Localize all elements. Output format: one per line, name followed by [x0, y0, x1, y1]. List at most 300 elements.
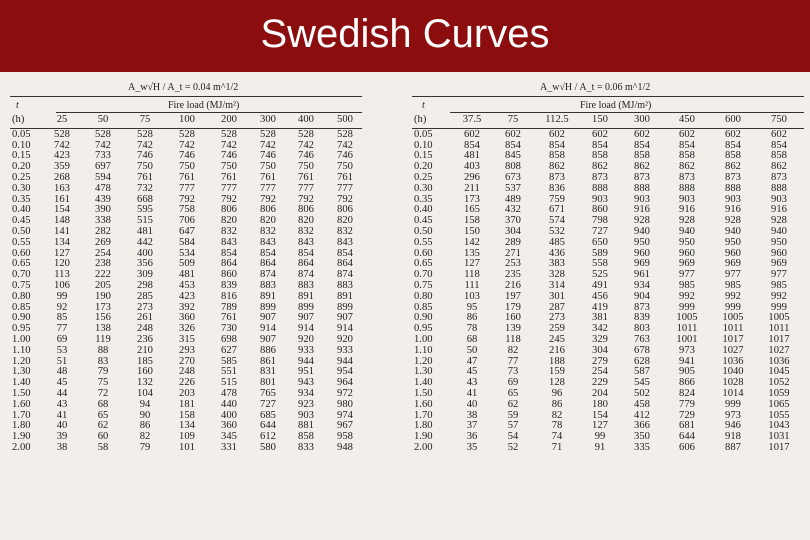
right-table-cell: 304 [592, 344, 608, 356]
right-table-cell: 273 [549, 312, 565, 324]
right-t-cell: 1.60 [414, 398, 433, 410]
right-top-rule [412, 96, 804, 97]
left-table-cell: 236 [137, 333, 153, 345]
right-table-cell: 73 [507, 366, 519, 378]
left-table-cell: 392 [179, 301, 195, 313]
right-t-cell: 0.65 [414, 258, 433, 270]
left-t-cell: 0.75 [12, 279, 31, 291]
right-table-cell: 456 [592, 290, 608, 302]
left-table-cell: 190 [95, 290, 111, 302]
right-table-cell: 759 [549, 193, 565, 205]
right-table-cell: 992 [771, 290, 787, 302]
right-table-cell: 491 [592, 279, 608, 291]
left-table-cell: 746 [179, 150, 195, 162]
left-table-cell: 761 [221, 171, 237, 183]
right-table-cell: 43 [466, 377, 478, 389]
left-t-cell: 1.70 [12, 409, 31, 421]
right-t-cell: 1.10 [414, 344, 433, 356]
left-table-cell: 742 [298, 139, 314, 151]
left-table-cell: 883 [260, 279, 276, 291]
right-table-cell: 296 [464, 171, 480, 183]
left-table-cell: 400 [221, 409, 237, 421]
left-t-cell: 0.85 [12, 301, 31, 313]
left-t-cell: 1.50 [12, 387, 31, 399]
right-table-cell: 928 [679, 215, 695, 227]
right-table-cell: 977 [771, 269, 787, 281]
left-table-cell: 528 [298, 128, 314, 140]
left-table-cell: 356 [137, 258, 153, 270]
right-table-cell: 678 [634, 344, 650, 356]
right-table-cell: 589 [592, 247, 608, 259]
right-table-cell: 95 [466, 301, 478, 313]
right-table-cell: 985 [771, 279, 787, 291]
left-table-cell: 903 [298, 409, 314, 421]
left-table-cell: 528 [260, 128, 276, 140]
left-table-cell: 914 [337, 323, 353, 335]
left-table-cell: 268 [54, 171, 70, 183]
left-table-cell: 551 [221, 366, 237, 378]
left-table-cell: 792 [221, 193, 237, 205]
right-table-cell: 673 [505, 171, 521, 183]
left-table-cell: 62 [97, 420, 109, 432]
right-table-cell: 969 [679, 258, 695, 270]
left-table-cell: 964 [337, 377, 353, 389]
right-table-cell: 916 [725, 204, 741, 216]
right-table-cell: 235 [505, 269, 521, 281]
left-col-header: 75 [139, 114, 151, 125]
right-table-cell: 45 [466, 366, 478, 378]
right-table-cell: 41 [466, 387, 478, 399]
left-table-cell: 820 [298, 215, 314, 227]
right-table-cell: 47 [466, 355, 478, 367]
right-table-cell: 946 [725, 420, 741, 432]
right-table-cell: 928 [725, 215, 741, 227]
right-table-cell: 545 [634, 377, 650, 389]
left-table-cell: 528 [337, 128, 353, 140]
left-table-cell: 777 [179, 182, 195, 194]
left-table-cell: 400 [137, 247, 153, 259]
right-table-cell: 904 [634, 290, 650, 302]
left-table-cell: 761 [260, 171, 276, 183]
right-col-header: 37.5 [462, 114, 482, 125]
left-table-cell: 478 [95, 182, 111, 194]
right-table-cell: 985 [725, 279, 741, 291]
left-table-cell: 706 [179, 215, 195, 227]
left-table-cell: 914 [260, 323, 276, 335]
right-table-cell: 928 [634, 215, 650, 227]
left-t-cell: 1.60 [12, 398, 31, 410]
right-table-cell: 950 [725, 236, 741, 248]
right-table-cell: 992 [679, 290, 695, 302]
left-table-cell: 948 [337, 441, 353, 453]
left-table-cell: 440 [221, 398, 237, 410]
title-banner [0, 0, 810, 72]
right-table-cell: 57 [507, 420, 519, 432]
left-table-cell: 864 [337, 258, 353, 270]
left-t-cell: 1.30 [12, 366, 31, 378]
right-table-cell: 808 [505, 161, 521, 173]
left-table-cell: 806 [260, 204, 276, 216]
left-table-cell: 854 [260, 247, 276, 259]
right-table-cell: 992 [725, 290, 741, 302]
right-table-cell: 854 [725, 139, 741, 151]
left-table-cell: 77 [56, 323, 68, 335]
right-table-cell: 1040 [722, 366, 744, 378]
left-table-cell: 944 [298, 355, 314, 367]
left-table-cell: 816 [221, 290, 237, 302]
right-table-cell: 1036 [768, 355, 790, 367]
right-table-cell: 1028 [722, 377, 744, 389]
right-t-cell: 0.95 [414, 323, 433, 335]
left-table-cell: 777 [221, 182, 237, 194]
left-table-cell: 881 [298, 420, 314, 432]
right-table-cell: 1001 [676, 333, 698, 345]
right-table-cell: 985 [679, 279, 695, 291]
right-table-cell: 854 [679, 139, 695, 151]
left-table-cell: 248 [179, 366, 195, 378]
right-table-cell: 259 [549, 323, 565, 335]
right-table-cell: 602 [634, 128, 650, 140]
left-table-cell: 104 [137, 387, 153, 399]
right-table-cell: 139 [505, 323, 521, 335]
right-table-cell: 862 [725, 161, 741, 173]
right-table-cell: 78 [466, 323, 478, 335]
left-table-cell: 832 [298, 225, 314, 237]
left-table-cell: 106 [54, 279, 70, 291]
right-table-cell: 432 [505, 204, 521, 216]
left-table-cell: 761 [179, 171, 195, 183]
right-t-cell: 1.40 [414, 377, 433, 389]
right-table-cell: 1043 [768, 420, 790, 432]
right-table-cell: 287 [549, 301, 565, 313]
right-t-cell: 0.05 [414, 128, 433, 140]
left-table-cell: 854 [298, 247, 314, 259]
right-table-cell: 1017 [768, 333, 790, 345]
right-table-cell: 977 [725, 269, 741, 281]
right-table-cell: 950 [634, 236, 650, 248]
left-table-cell: 746 [260, 150, 276, 162]
left-table-cell: 238 [95, 258, 111, 270]
left-col-header: 400 [298, 114, 314, 125]
left-table-cell: 899 [337, 301, 353, 313]
left-table-cell: 282 [95, 225, 111, 237]
right-table-cell: 940 [725, 225, 741, 237]
left-table-cell: 45 [56, 377, 68, 389]
right-table-cell: 888 [725, 182, 741, 194]
left-table-cell: 40 [56, 420, 68, 432]
left-t-cell: 1.00 [12, 333, 31, 345]
left-formula: A_w√H / A_t = 0.04 m^1/2 [128, 82, 239, 93]
left-table-cell: 154 [54, 204, 70, 216]
left-table-cell: 647 [179, 225, 195, 237]
left-table-cell: 854 [221, 247, 237, 259]
left-table-cell: 874 [337, 269, 353, 281]
right-table-cell: 903 [679, 193, 695, 205]
right-table-cell: 916 [679, 204, 695, 216]
right-table-cell: 197 [505, 290, 521, 302]
left-col-header: 300 [260, 114, 276, 125]
left-table-cell: 132 [137, 377, 153, 389]
left-t-cell: 0.70 [12, 269, 31, 281]
right-table-cell: 36 [466, 431, 478, 443]
right-table-cell: 727 [592, 225, 608, 237]
right-table-cell: 606 [679, 441, 695, 453]
left-table-cell: 528 [179, 128, 195, 140]
right-table-cell: 854 [634, 139, 650, 151]
right-col-header: 450 [679, 114, 695, 125]
right-col-header: 300 [634, 114, 650, 125]
left-table-row [12, 443, 364, 454]
left-t-cell: 0.95 [12, 323, 31, 335]
right-table-cell: 1011 [722, 323, 744, 335]
right-t-cell: 0.85 [414, 301, 433, 313]
right-table-row [414, 400, 802, 411]
right-table-cell: 65 [507, 387, 519, 399]
left-table-cell: 727 [260, 398, 276, 410]
right-table-cell: 602 [464, 128, 480, 140]
right-table-cell: 179 [505, 301, 521, 313]
right-table-cell: 973 [679, 344, 695, 356]
right-table-cell: 82 [507, 344, 519, 356]
right-table-cell: 903 [771, 193, 787, 205]
left-table-cell: 390 [95, 204, 111, 216]
left-table-cell: 843 [221, 236, 237, 248]
right-t-cell: 0.90 [414, 312, 433, 324]
left-table-cell: 907 [298, 312, 314, 324]
left-table-cell: 44 [56, 387, 68, 399]
left-table-cell: 974 [337, 409, 353, 421]
left-table-cell: 134 [179, 420, 195, 432]
left-table-cell: 806 [337, 204, 353, 216]
left-table-cell: 958 [337, 431, 353, 443]
left-t-cell: 1.80 [12, 420, 31, 432]
right-table-cell: 165 [464, 204, 480, 216]
left-table-cell: 742 [54, 139, 70, 151]
right-table-cell: 960 [634, 247, 650, 259]
right-table-cell: 824 [679, 387, 695, 399]
right-t-cell: 1.20 [414, 355, 433, 367]
left-table-cell: 222 [95, 269, 111, 281]
left-table-cell: 907 [260, 333, 276, 345]
left-top-rule [10, 96, 362, 97]
right-table-cell: 854 [771, 139, 787, 151]
left-table-cell: 874 [260, 269, 276, 281]
left-table-cell: 85 [56, 312, 68, 324]
left-table-cell: 86 [139, 420, 151, 432]
left-table-cell: 697 [95, 161, 111, 173]
left-table-cell: 777 [298, 182, 314, 194]
right-table-cell: 71 [551, 441, 563, 453]
right-table-cell: 969 [771, 258, 787, 270]
right-table-cell: 854 [505, 139, 521, 151]
right-table-cell: 941 [679, 355, 695, 367]
left-table-cell: 254 [95, 247, 111, 259]
right-table-cell: 366 [634, 420, 650, 432]
left-table-cell: 315 [179, 333, 195, 345]
left-table-cell: 60 [97, 431, 109, 443]
right-table-cell: 873 [592, 171, 608, 183]
left-table-cell: 832 [221, 225, 237, 237]
left-table-cell: 792 [179, 193, 195, 205]
left-table-cell: 478 [221, 387, 237, 399]
left-table-cell: 90 [139, 409, 151, 421]
left-t-cell: 0.05 [12, 128, 31, 140]
right-table-cell: 128 [549, 377, 565, 389]
left-table-cell: 951 [298, 366, 314, 378]
right-table-cell: 574 [549, 215, 565, 227]
left-table-cell: 750 [137, 161, 153, 173]
right-table-cell: 969 [634, 258, 650, 270]
right-table-cell: 888 [592, 182, 608, 194]
left-table-cell: 594 [95, 171, 111, 183]
left-table-cell: 801 [260, 377, 276, 389]
left-table-cell: 580 [260, 441, 276, 453]
left-table-cell: 792 [298, 193, 314, 205]
right-table-cell: 99 [594, 431, 606, 443]
left-table-cell: 528 [95, 128, 111, 140]
left-table-cell: 891 [298, 290, 314, 302]
right-table-cell: 271 [505, 247, 521, 259]
right-table-cell: 888 [634, 182, 650, 194]
right-t-cell: 1.70 [414, 409, 433, 421]
scanned-table-image [0, 72, 810, 540]
left-table-cell: 967 [337, 420, 353, 432]
left-t-cell: 0.80 [12, 290, 31, 302]
left-table-cell: 109 [179, 431, 195, 443]
right-table-cell: 158 [464, 215, 480, 227]
right-table-cell: 940 [634, 225, 650, 237]
right-table-cell: 329 [592, 333, 608, 345]
right-table-cell: 858 [679, 150, 695, 162]
left-table-cell: 138 [95, 323, 111, 335]
right-table-cell: 960 [771, 247, 787, 259]
left-table-cell: 293 [179, 344, 195, 356]
left-table-cell: 761 [137, 171, 153, 183]
left-table-cell: 585 [221, 355, 237, 367]
right-table-cell: 403 [464, 161, 480, 173]
right-table-cell: 142 [464, 236, 480, 248]
right-table-cell: 862 [592, 161, 608, 173]
left-table-cell: 92 [56, 301, 68, 313]
left-table-cell: 627 [221, 344, 237, 356]
right-table-cell: 52 [507, 441, 519, 453]
right-table-row [414, 238, 802, 249]
left-table-cell: 481 [137, 225, 153, 237]
left-table-cell: 226 [179, 377, 195, 389]
right-table-cell: 304 [505, 225, 521, 237]
left-table-cell: 534 [179, 247, 195, 259]
left-t-cell: 0.30 [12, 182, 31, 194]
right-table-cell: 350 [634, 431, 650, 443]
right-table-cell: 489 [505, 193, 521, 205]
left-table-cell: 127 [54, 247, 70, 259]
right-table-row [414, 443, 802, 454]
right-table-cell: 854 [464, 139, 480, 151]
left-table-cell: 359 [54, 161, 70, 173]
left-table-cell: 51 [56, 355, 68, 367]
right-table-cell: 650 [592, 236, 608, 248]
left-table-cell: 742 [95, 139, 111, 151]
right-table-cell: 525 [592, 269, 608, 281]
left-table-cell: 858 [298, 431, 314, 443]
left-table-cell: 732 [137, 182, 153, 194]
left-t-unit: (h) [12, 114, 25, 125]
left-table-cell: 423 [54, 150, 70, 162]
left-table-cell: 298 [137, 279, 153, 291]
right-t-cell: 0.45 [414, 215, 433, 227]
left-table-cell: 163 [54, 182, 70, 194]
right-table-cell: 1014 [722, 387, 744, 399]
right-table-cell: 370 [505, 215, 521, 227]
right-table-cell: 1059 [768, 387, 790, 399]
left-table-cell: 891 [337, 290, 353, 302]
left-table-cell: 789 [221, 301, 237, 313]
right-table-cell: 54 [507, 431, 519, 443]
right-table-cell: 68 [466, 333, 478, 345]
right-table-cell: 888 [679, 182, 695, 194]
right-t-cell: 0.55 [414, 236, 433, 248]
left-table-cell: 360 [221, 420, 237, 432]
right-table-cell: 602 [725, 128, 741, 140]
left-table-cell: 326 [179, 323, 195, 335]
right-table-cell: 127 [464, 258, 480, 270]
right-table-cell: 887 [725, 441, 741, 453]
right-t-cell: 0.80 [414, 290, 433, 302]
right-table-cell: 836 [549, 182, 565, 194]
left-table-cell: 698 [221, 333, 237, 345]
right-t-cell: 0.15 [414, 150, 433, 162]
left-mid-rule [56, 112, 362, 113]
left-table-cell: 820 [260, 215, 276, 227]
right-table-cell: 969 [725, 258, 741, 270]
left-t-cell: 0.60 [12, 247, 31, 259]
left-table-cell: 644 [260, 420, 276, 432]
left-table-cell: 792 [260, 193, 276, 205]
left-table-cell: 777 [337, 182, 353, 194]
right-table-cell: 862 [679, 161, 695, 173]
left-t-cell: 1.90 [12, 431, 31, 443]
right-t-cell: 0.60 [414, 247, 433, 259]
right-table-cell: 37 [466, 420, 478, 432]
right-table-cell: 854 [549, 139, 565, 151]
right-table-cell: 940 [771, 225, 787, 237]
left-t-cell: 0.65 [12, 258, 31, 270]
right-table-cell: 160 [505, 312, 521, 324]
left-table-cell: 843 [298, 236, 314, 248]
left-table-cell: 205 [95, 279, 111, 291]
right-table-cell: 35 [466, 441, 478, 453]
right-table-cell: 188 [549, 355, 565, 367]
left-table-cell: 270 [179, 355, 195, 367]
left-table-cell: 69 [56, 333, 68, 345]
right-table-cell: 858 [634, 150, 650, 162]
left-t-cell: 0.20 [12, 161, 31, 173]
right-table-cell: 858 [592, 150, 608, 162]
right-table-cell: 289 [505, 236, 521, 248]
left-t-cell: 1.20 [12, 355, 31, 367]
right-table-cell: 279 [592, 355, 608, 367]
right-table-cell: 485 [549, 236, 565, 248]
left-table-cell: 528 [54, 128, 70, 140]
left-table-cell: 439 [95, 193, 111, 205]
right-table-cell: 999 [679, 301, 695, 313]
left-t-cell: 0.50 [12, 225, 31, 237]
right-t-cell: 0.70 [414, 269, 433, 281]
right-table-cell: 1005 [768, 312, 790, 324]
left-table-cell: 119 [95, 333, 111, 345]
right-table-cell: 798 [592, 215, 608, 227]
right-table-cell: 180 [592, 398, 608, 410]
